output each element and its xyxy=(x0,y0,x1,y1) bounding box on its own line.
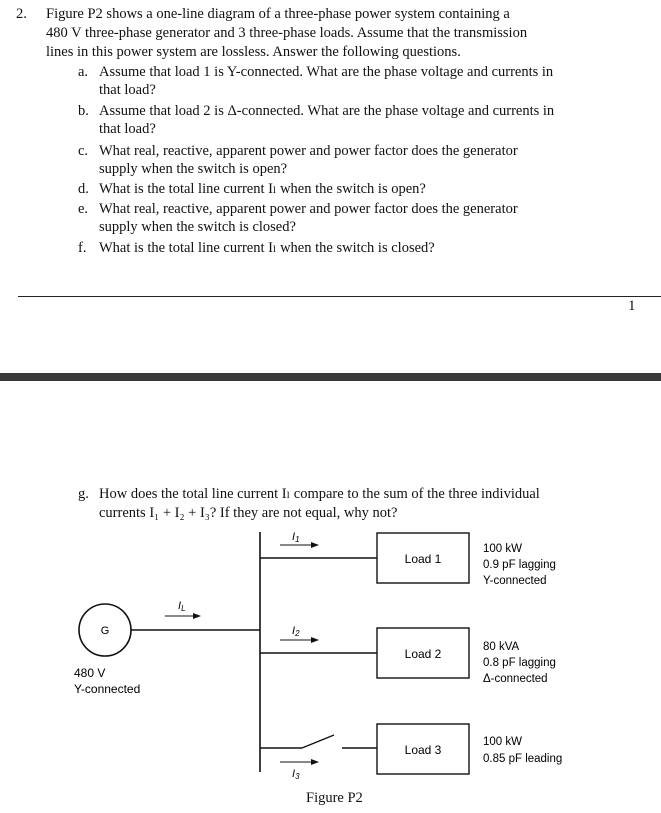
part-b-line-2: that load? xyxy=(99,121,156,137)
part-e-line-2: supply when the switch is closed? xyxy=(99,219,296,235)
page-footer-rule xyxy=(18,296,661,297)
load-2-spec-2: 0.8 pF lagging xyxy=(483,657,556,669)
part-g-letter: g. xyxy=(78,486,89,502)
part-a-line-2: that load? xyxy=(99,82,156,98)
part-d-letter: d. xyxy=(78,181,89,197)
line-current-label: IL xyxy=(178,600,186,613)
load-1-name: Load 1 xyxy=(404,552,442,566)
part-f-letter: f. xyxy=(78,240,87,256)
page-number: 1 xyxy=(628,298,636,314)
part-a-line-1: Assume that load 1 is Y-connected. What are the phase voltage and currents in xyxy=(99,64,554,80)
generator-voltage: 480 V xyxy=(74,666,106,680)
figure-p2-diagram xyxy=(0,520,661,790)
generator-symbol: G xyxy=(100,625,110,637)
load-2-name: Load 2 xyxy=(404,647,442,661)
part-e-letter: e. xyxy=(78,201,89,217)
load-1-spec-2: 0.9 pF lagging xyxy=(483,559,556,571)
figure-caption: Figure P2 xyxy=(306,790,363,806)
load-1-spec-1: 100 kW xyxy=(483,543,522,555)
part-e-line-1: What real, reactive, apparent power and power factor does the generator xyxy=(99,201,518,217)
question-text-line-2: 480 V three-phase generator and 3 three-phase loads. Assume that the transmission xyxy=(46,25,528,41)
part-a-letter: a. xyxy=(78,64,89,80)
generator-connection: Y-connected xyxy=(74,682,141,696)
part-c-line-1: What real, reactive, apparent power and power factor does the generator xyxy=(99,143,518,159)
part-g-line-2: currents I₁ + I₂ + I₃? If they are not equal, why not? xyxy=(99,505,398,521)
part-c-line-2: supply when the switch is open? xyxy=(99,161,288,177)
load-3-name: Load 3 xyxy=(404,743,442,757)
load-2-spec-3: Δ-connected xyxy=(483,673,548,685)
load-1-spec-3: Y-connected xyxy=(483,575,547,587)
question-text-line-1: Figure P2 shows a one-line diagram of a three-phase power system containing a xyxy=(46,6,510,22)
load-3-current-label: I3 xyxy=(292,768,300,781)
question-text-line-3: lines in this power system are lossless. Answer the following questions. xyxy=(46,44,461,60)
question-number: 2. xyxy=(16,6,27,22)
part-g-line-1: How does the total line current Iₗ compare to the sum of the three individual xyxy=(99,486,540,502)
switch-blade xyxy=(302,735,334,748)
load-2-spec-1: 80 kVA xyxy=(483,641,520,653)
load-1-current-label: I1 xyxy=(292,531,300,544)
load-3-spec-1: 100 kW xyxy=(483,736,522,748)
part-d-line-1: What is the total line current Iₗ when the switch is open? xyxy=(99,181,426,197)
part-c-letter: c. xyxy=(78,143,89,159)
part-f-line-1: What is the total line current Iₗ when the switch is closed? xyxy=(99,240,435,256)
load-3-spec-2: 0.85 pF leading xyxy=(483,753,563,765)
part-b-line-1: Assume that load 2 is Δ-connected. What are the phase voltage and currents in xyxy=(99,103,555,119)
load-2-current-label: I2 xyxy=(292,625,300,638)
page-break-band xyxy=(0,373,661,381)
part-b-letter: b. xyxy=(78,103,89,119)
